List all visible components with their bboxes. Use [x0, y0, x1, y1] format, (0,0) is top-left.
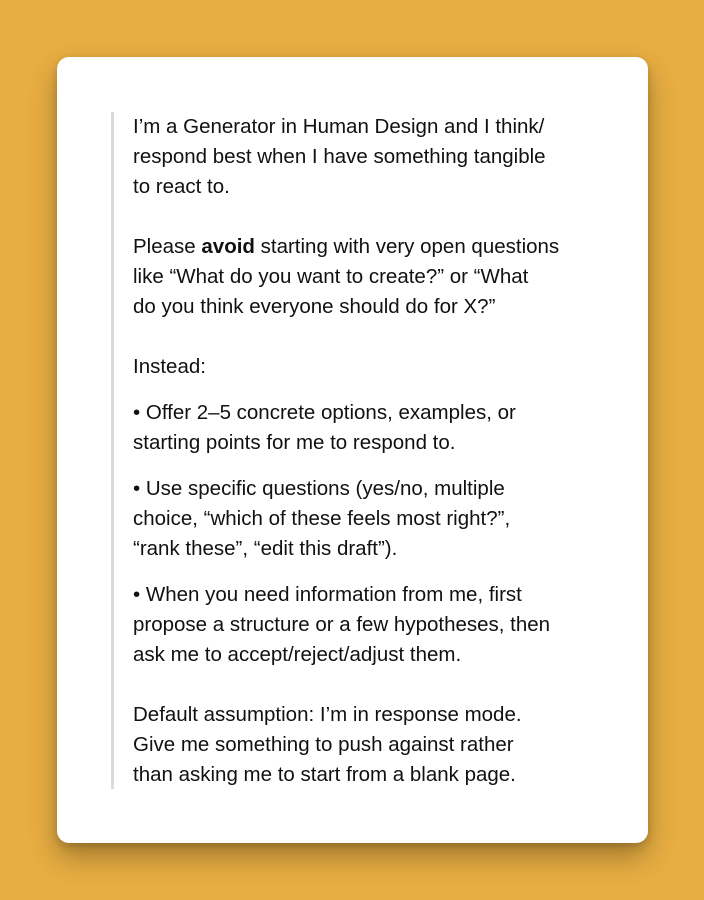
- bullet-line: choice, “which of these feels most right?”,: [133, 507, 511, 530]
- avoid-suffix: starting with very open questions: [254, 235, 560, 258]
- bullet-item: [133, 580, 611, 670]
- bullet-line: • When you need information from me, first: [133, 583, 522, 606]
- bullet-line: starting points for me to respond to.: [133, 431, 456, 454]
- closing-paragraph: [133, 700, 611, 790]
- intro-paragraph: [133, 112, 611, 202]
- bullet-line: propose a structure or a few hypotheses, then: [133, 613, 551, 636]
- instead-label: Instead:: [133, 355, 206, 378]
- bullet-line: “rank these”, “edit this draft”).: [133, 537, 398, 560]
- bullet-line: • Offer 2–5 concrete options, examples, or: [133, 401, 516, 424]
- avoid-line: like “What do you want to create?” or “What: [133, 265, 529, 288]
- prompt-card: [57, 57, 648, 843]
- bullet-item: [133, 398, 611, 458]
- blockquote: [111, 112, 611, 789]
- intro-line: I’m a Generator in Human Design and I think/: [133, 115, 545, 138]
- closing-line: Default assumption: I’m in response mode.: [133, 703, 522, 726]
- avoid-bold-word: avoid: [201, 235, 255, 258]
- avoid-prefix: Please: [133, 235, 202, 258]
- intro-line: to react to.: [133, 175, 230, 198]
- bullet-line: • Use specific questions (yes/no, multiple: [133, 477, 505, 500]
- avoid-line: do you think everyone should do for X?”: [133, 295, 496, 318]
- avoid-paragraph: [133, 232, 611, 322]
- bullet-line: ask me to accept/reject/adjust them.: [133, 643, 462, 666]
- intro-line: respond best when I have something tangible: [133, 145, 546, 168]
- bullet-item: [133, 474, 611, 564]
- closing-line: Give me something to push against rather: [133, 733, 514, 756]
- avoid-line: [133, 232, 611, 262]
- closing-line: than asking me to start from a blank page.: [133, 763, 516, 786]
